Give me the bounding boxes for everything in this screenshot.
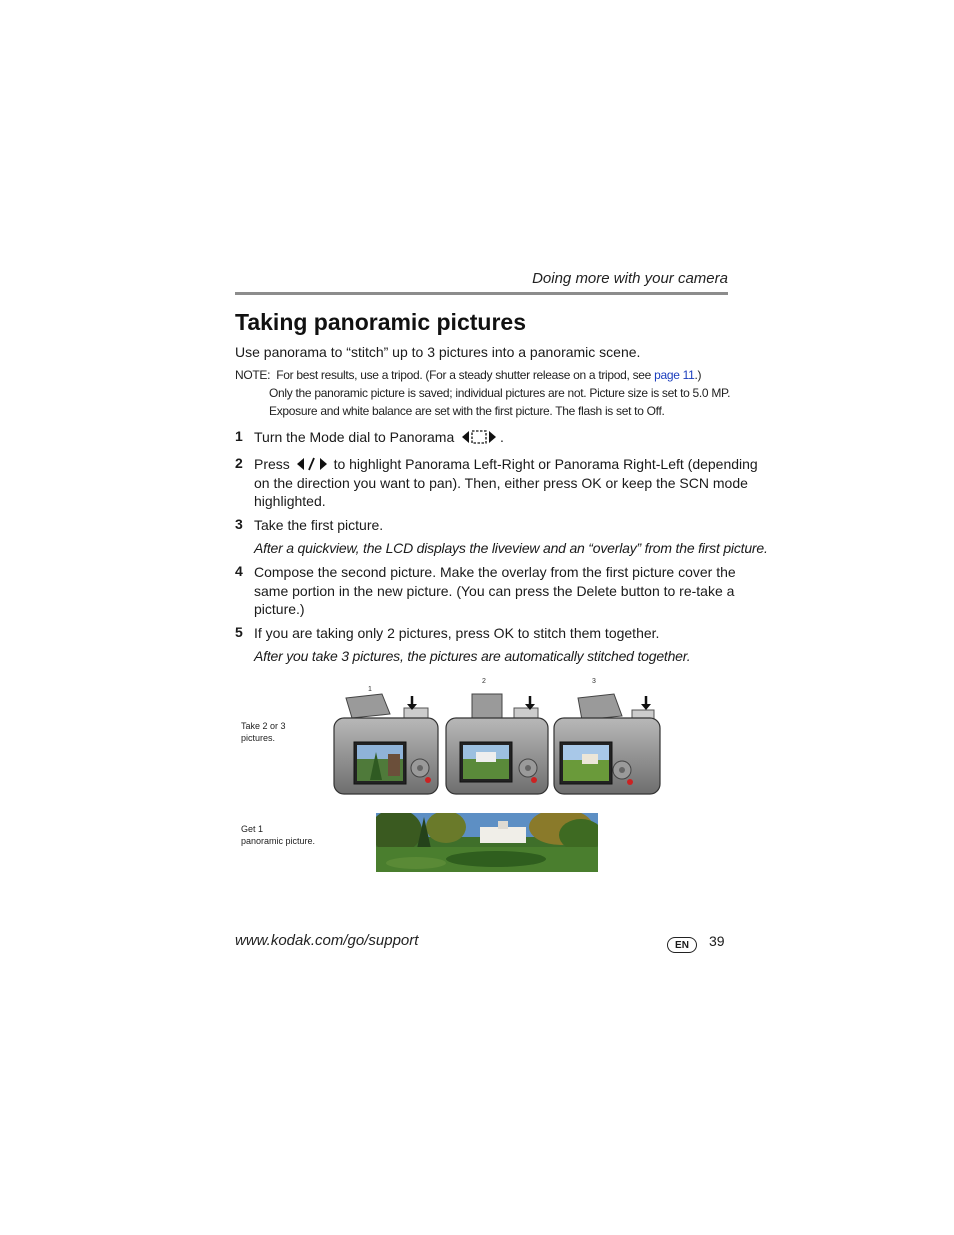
language-badge: EN <box>667 937 697 953</box>
page-number: 39 <box>709 933 725 949</box>
section-header: Doing more with your camera <box>532 270 728 287</box>
note-line-1 <box>235 368 701 382</box>
step-4-line-2: same portion in the new picture. (You can press the Delete button to re-take a <box>254 583 735 599</box>
step-1-label: Turn the Mode dial to Panorama <box>254 429 455 445</box>
panoramic-caption <box>241 823 315 847</box>
step-2-press: Press <box>254 456 290 472</box>
step-1-suffix: . <box>500 429 504 445</box>
camera-back-illustration-1 <box>332 692 440 796</box>
panoramic-picture <box>376 813 598 872</box>
step-5-text: If you are taking only 2 pictures, press OK to stitch them together. <box>254 625 660 641</box>
camera-number: 3 <box>592 678 596 685</box>
step-4-line-1: Compose the second picture. Make the overlay from the first picture cover the <box>254 564 736 580</box>
note-text-1-end: .) <box>694 368 702 382</box>
camera-number: 1 <box>368 686 372 693</box>
page-title: Taking panoramic pictures <box>235 309 526 335</box>
step-4-line-3: picture.) <box>254 601 305 617</box>
step-2-line-3: highlighted. <box>254 493 326 509</box>
step-2-line-2: on the direction you want to pan). Then, either press OK or keep the SCN mode <box>254 475 748 491</box>
note-line-3: Exposure and white balance are set with the first picture. The flash is set to Off. <box>269 404 665 418</box>
step-number: 5 <box>235 624 243 640</box>
step-5-result: After you take 3 pictures, the pictures are automatically stitched together. <box>254 648 691 664</box>
step-number: 4 <box>235 563 243 579</box>
step-1-text <box>254 428 504 450</box>
note-label: NOTE: <box>235 368 271 382</box>
take-pictures-caption <box>241 720 286 744</box>
panorama-mode-icon <box>462 429 496 450</box>
camera-back-illustration-3 <box>552 692 662 796</box>
step-number: 1 <box>235 428 243 444</box>
caption-line: pictures. <box>241 733 276 743</box>
intro-text: Use panorama to “stitch” up to 3 pictures into a panoramic scene. <box>235 344 641 360</box>
step-number: 3 <box>235 516 243 532</box>
step-2-after: to highlight Panorama Left-Right or Panorama Right-Left (depending <box>333 456 758 472</box>
caption-line: Take 2 or 3 <box>241 721 286 731</box>
note-line-2: Only the panoramic picture is saved; individual pictures are not. Picture size is set to 5.0 MP. <box>269 386 731 400</box>
step-3-text: Take the first picture. <box>254 517 384 533</box>
camera-number: 2 <box>482 678 486 685</box>
step-3-result: After a quickview, the LCD displays the liveview and an “overlay” from the first picture. <box>254 540 768 556</box>
page-link[interactable]: page 11 <box>654 368 695 382</box>
caption-line: panoramic picture. <box>241 836 316 846</box>
step-number: 2 <box>235 455 243 471</box>
note-text-1: For best results, use a tripod. (For a steady shutter release on a tripod, see <box>276 368 655 382</box>
support-url[interactable]: www.kodak.com/go/support <box>235 932 419 949</box>
camera-back-illustration-2 <box>444 692 550 796</box>
header-rule <box>235 292 728 295</box>
caption-line: Get 1 <box>241 824 264 834</box>
